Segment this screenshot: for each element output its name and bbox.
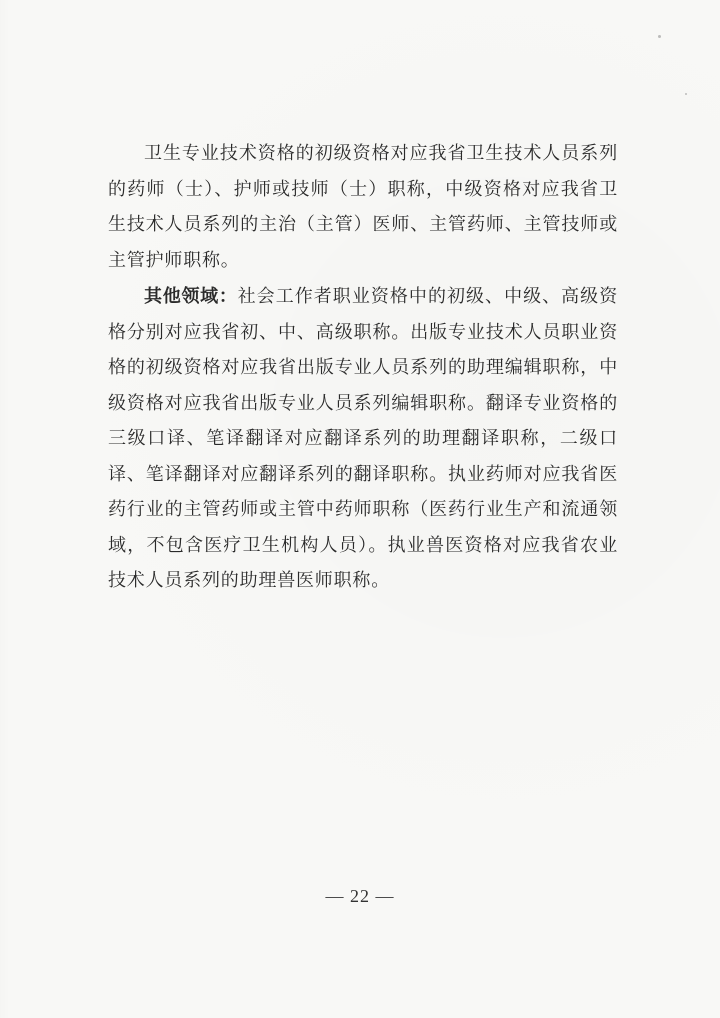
paragraph-lead: 其他领域： xyxy=(144,286,238,307)
paragraph-text: 社会工作者职业资格中的初级、中级、高级资格分别对应我省初、中、高级职称。出版专业技术人员职业资格的初级资格对应我省出版专业人员系列的助理编辑职称，中级资格对应我省出版专业人员系列编辑职称。翻译专业资格的三级口译、笔译翻译对应翻译系列的助理翻译职称，二级口译、笔译翻译对应翻译系列的翻译职称。执业药师对应我省医药行业的主管药师或主管中药师职称（医药行业生产和流通领域，不包含医疗卫生机构人员）。执业兽医资格对应我省农业技术人员系列的助理兽医师职称。 xyxy=(108,286,619,591)
page-number: — 22 — xyxy=(325,886,395,906)
scan-speck xyxy=(658,35,661,38)
paragraph-health-qualifications xyxy=(108,136,618,278)
document-body xyxy=(108,136,618,599)
paragraph-text: 卫生专业技术资格的初级资格对应我省卫生技术人员系列的药师（士）、护师或技师（士）职称，中级资格对应我省卫生技术人员系列的主治（主管）医师、主管药师、主管技师或主管护师职称。 xyxy=(108,143,618,271)
scan-speck xyxy=(685,93,687,95)
paragraph-other-fields xyxy=(108,279,618,599)
